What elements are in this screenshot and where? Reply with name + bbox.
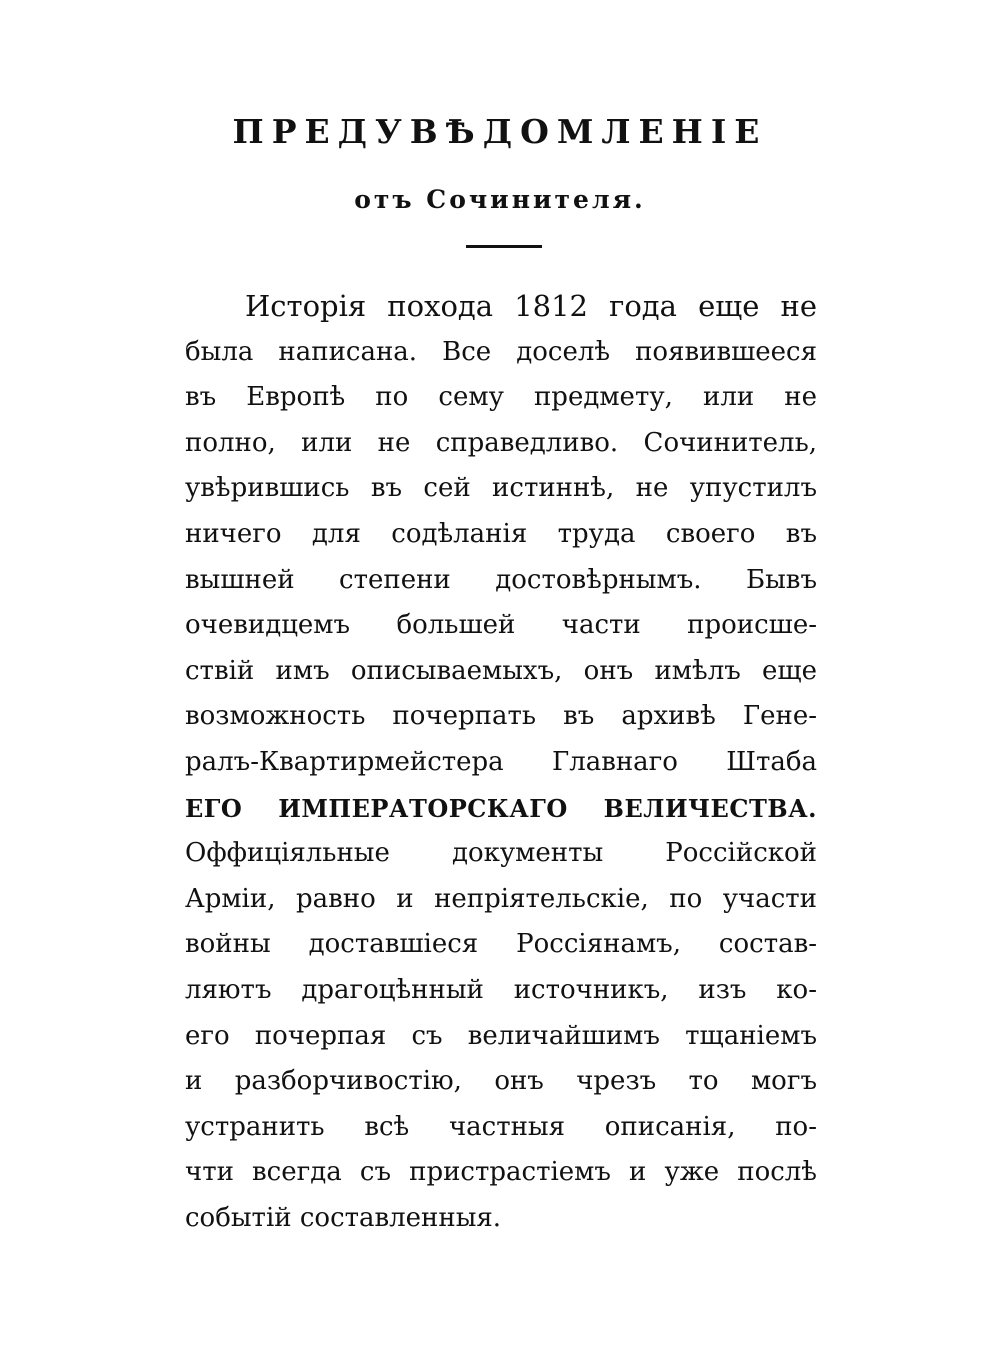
text-line: была написана. Все доселѣ появившееся — [185, 336, 817, 367]
text-line: и разборчивостію, онъ чрезъ то могъ — [185, 1066, 817, 1097]
text-line: войны доставшіеся Россіянамъ, состав- — [185, 929, 817, 960]
text-line-caps: ЕГО ИМПЕРАТОРСКАГО ВЕЛИЧЕСТВА. — [185, 793, 817, 823]
text-line: очевидцемъ большей части происше- — [185, 610, 817, 641]
text-line: въ Европѣ по сему предмету, или не — [185, 382, 817, 413]
text-line: ляютъ драгоцѣнный источникъ, изъ ко- — [185, 974, 817, 1005]
text-line: Исторія похода 1812 года еще не — [245, 289, 817, 323]
text-line: увѣрившись въ сей истиннѣ, не упустилъ — [185, 473, 817, 504]
text-line: возможность почерпать въ архивѣ Гене- — [185, 701, 817, 732]
text-line: ствій имъ описываемыхъ, онъ имѣлъ еще — [185, 655, 817, 686]
text-line: ничего для содѣланія труда своего въ — [185, 518, 817, 549]
title-divider — [466, 245, 542, 248]
body-paragraph — [185, 284, 817, 1241]
text-line: Арміи, равно и непріятельскіе, по участи — [185, 883, 817, 914]
text-line: Оффиціяльные документы Россійской — [185, 838, 817, 869]
text-line: полно, или не справедливо. Сочинитель, — [185, 427, 817, 458]
text-line: устранить всѣ частныя описанія, по- — [185, 1111, 817, 1142]
text-line: вышней степени достовѣрнымъ. Бывъ — [185, 564, 817, 595]
text-line: чти всегда съ пристрастіемъ и уже послѣ — [185, 1157, 817, 1188]
text-line: его почерпая съ величайшимъ тщаніемъ — [185, 1020, 817, 1051]
text-line-last: событій составленныя. — [185, 1202, 502, 1233]
text-line: ралъ-Квартирмейстера Главнаго Штаба — [185, 746, 817, 777]
page-title: ПРЕДУВѢДОМЛЕНІЕ — [232, 112, 768, 151]
page-subtitle: отъ Сочинителя. — [354, 185, 646, 214]
